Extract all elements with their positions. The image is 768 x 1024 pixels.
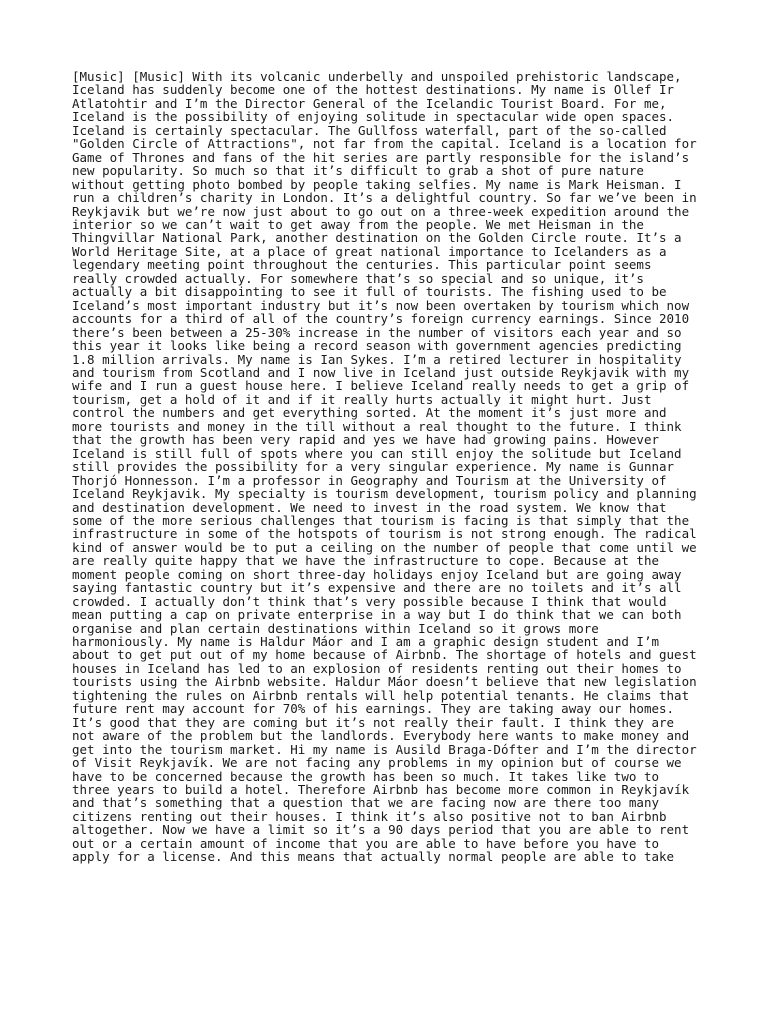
- text-line: interior so we can’t wait to get away from the people. We met Heisman in the: [72, 216, 644, 232]
- text-line: tourism, get a hold of it and if it really hurts actually it might hurt. Just: [72, 391, 652, 407]
- text-line: Thingvillar National Park, another destination on the Golden Circle route. It’s a: [72, 230, 682, 246]
- text-line: [Music] [Music] With its volcanic underbelly and unspoiled prehistoric landscape,: [72, 69, 682, 84]
- text-line: kind of answer would be to put a ceiling on the number of people that come until we: [72, 539, 697, 555]
- text-line: Game of Thrones and fans of the hit series are partly responsible for the island’s: [72, 149, 690, 165]
- text-line: have to be concerned because the growth has been so much. It takes like two to: [72, 768, 659, 784]
- text-line: tourists using the Airbnb website. Haldur Máor doesn’t believe that new legislation: [72, 674, 697, 690]
- text-line: wife and I run a guest house here. I believe Iceland really needs to get a grip of: [72, 378, 690, 394]
- text-line: about to get put out of my home because of Airbnb. The shortage of hotels and guest: [72, 647, 697, 663]
- text-line: Iceland has suddenly become one of the hottest destinations. My name is Ollef Ir: [72, 82, 675, 98]
- text-line: and that’s something that a question that we are facing now are there too many: [72, 795, 659, 811]
- text-line: Reykjavik but we’re now just about to go out on a three-week expedition around the: [72, 203, 690, 219]
- text-line: crowded. I actually don’t think that’s very possible because I think that would: [72, 593, 667, 609]
- text-line: some of the more serious challenges that tourism is facing is that simply that the: [72, 512, 690, 528]
- text-line: Iceland is the possibility of enjoying solitude in spectacular wide open spaces.: [72, 109, 675, 125]
- text-line: legendary meeting point throughout the centuries. This particular point seems: [72, 257, 652, 273]
- text-line: Iceland is certainly spectacular. The Gullfoss waterfall, part of the so-called: [72, 122, 667, 138]
- text-line: without getting photo bombed by people taking selfies. My name is Mark Heisman. I: [72, 176, 682, 192]
- text-line: infrastructure in some of the hotspots of tourism is not strong enough. The radical: [72, 526, 697, 542]
- text-line: Iceland Reykjavik. My specialty is tourism development, tourism policy and planning: [72, 486, 697, 502]
- text-line: there’s been between a 25-30% increase in the number of visitors each year and so: [72, 324, 682, 340]
- text-line: and destination development. We need to invest in the road system. We know that: [72, 499, 667, 515]
- text-line: three years to build a hotel. Therefore Airbnb has become more common in Reykjavík: [72, 782, 690, 798]
- text-line: accounts for a third of all of the country’s foreign currency earnings. Since 2010: [72, 311, 690, 327]
- text-line: that the growth has been very rapid and yes we have had growing pains. However: [72, 432, 659, 448]
- text-line: citizens renting out their houses. I think it’s also positive not to ban Airbnb: [72, 808, 667, 824]
- text-line: It’s good that they are coming but it’s not really their fault. I think they are: [72, 714, 675, 730]
- text-line: still provides the possibility for a very singular experience. My name is Gunnar: [72, 459, 675, 475]
- text-line: moment people coming on short three-day holidays enjoy Iceland but are going away: [72, 566, 682, 582]
- text-line: saying fantastic country but it’s expensive and there are no toilets and it’s all: [72, 580, 682, 596]
- text-line: Iceland is still full of spots where you can still enjoy the solitude but Iceland: [72, 445, 682, 461]
- text-line: harmoniously. My name is Haldur Máor and I am a graphic design student and I’m: [72, 634, 659, 650]
- text-line: and tourism from Scotland and I now live in Iceland just outside Reykjavik with my: [72, 364, 690, 380]
- text-line: actually a bit disappointing to see it full of tourists. The fishing used to be: [72, 284, 667, 300]
- text-line: 1.8 million arrivals. My name is Ian Sykes. I’m a retired lecturer in hospitality: [72, 351, 682, 367]
- text-line: "Golden Circle of Attractions", not far from the capital. Iceland is a location for: [72, 136, 697, 152]
- text-line: run a children’s charity in London. It’s a delightful country. So far we’ve been in: [72, 190, 697, 206]
- text-line: Atlatohtir and I’m the Director General of the Icelandic Tourist Board. For me,: [72, 95, 667, 111]
- text-line: Iceland’s most important industry but it’s now been overtaken by tourism which now: [72, 297, 690, 313]
- text-line: get into the tourism market. Hi my name is Ausild Braga-Dófter and I’m the director: [72, 741, 697, 757]
- text-line: control the numbers and get everything sorted. At the moment it’s just more and: [72, 405, 667, 421]
- text-line: Thorjó Honnesson. I’m a professor in Geography and Tourism at the University of: [72, 472, 667, 488]
- text-line: future rent may account for 70% of his earnings. They are taking away our homes.: [72, 701, 675, 717]
- text-line: new popularity. So much so that it’s difficult to grab a shot of pure nature: [72, 163, 644, 179]
- text-line: altogether. Now we have a limit so it’s a 90 days period that you are able to rent: [72, 822, 690, 838]
- text-line: out or a certain amount of income that you are able to have before you have to: [72, 835, 659, 851]
- text-line: this year it looks like being a record season with government agencies predicting: [72, 338, 682, 354]
- transcript-text: [72, 70, 697, 864]
- text-line: mean putting a cap on private enterprise in a way but I do think that we can both: [72, 607, 682, 623]
- text-line: tightening the rules on Airbnb rentals will help potential tenants. He claims that: [72, 687, 690, 703]
- text-line: houses in Iceland has led to an explosion of residents renting out their homes to: [72, 660, 682, 676]
- text-line: are really quite happy that we have the infrastructure to cope. Because at the: [72, 553, 659, 569]
- text-line: really crowded actually. For somewhere that’s so special and so unique, it’s: [72, 270, 644, 286]
- text-line: of Visit Reykjavík. We are not facing any problems in my opinion but of course we: [72, 755, 682, 771]
- text-line: World Heritage Site, at a place of great national importance to Icelanders as a: [72, 243, 667, 259]
- text-line: apply for a license. And this means that actually normal people are able to take: [72, 849, 675, 865]
- text-line: not aware of the problem but the landlords. Everybody here wants to make money and: [72, 728, 690, 744]
- text-line: organise and plan certain destinations within Iceland so it grows more: [72, 620, 599, 636]
- text-line: more tourists and money in the till without a real thought to the future. I think: [72, 418, 682, 434]
